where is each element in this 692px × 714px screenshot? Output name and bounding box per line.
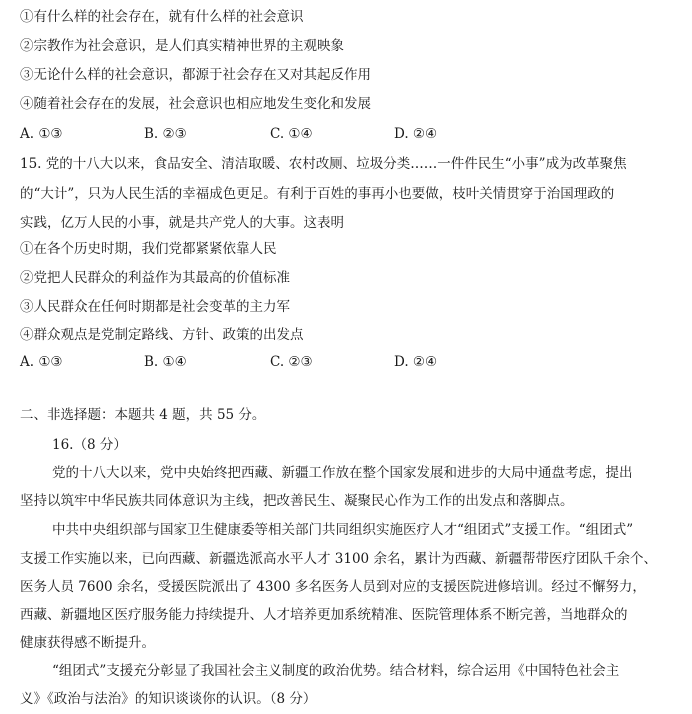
q16-para-line-3: 中共中央组织部与国家卫生健康委等相关部门共同组织实施医疗人才“组团式”支援工作。“组团式” [52,522,634,538]
q15-stem-line-3: 实践，亿万人民的小事，就是共产党人的大事。这表明 [20,215,344,231]
q16-para-line-1: 党的十八大以来，党中央始终把西藏、新疆工作放在整个国家发展和进步的大局中通盘考虑，提出 [52,465,633,481]
q14-item-4: ④随着社会存在的发展，社会意识也相应地发生变化和发展 [20,96,371,112]
q16-para-line-8: “组团式”支援充分彰显了我国社会主义制度的政治优势。结合材料，综合运用《中国特色社会主 [52,663,620,679]
q14-option-b[interactable]: B. ②③ [144,126,187,142]
q14-option-a[interactable]: A. ①③ [20,126,63,142]
q14-item-1: ①有什么样的社会存在，就有什么样的社会意识 [20,9,304,25]
q14-option-c[interactable]: C. ①④ [270,126,313,142]
q16-para-line-6: 西藏、新疆地区医疗服务能力持续提升、人才培养更加系统精准、医院管理体系不断完善，当地群众的 [20,607,628,623]
q16-para-line-4: 支援工作实施以来，已向西藏、新疆选派高水平人才 3100 余名，累计为西藏、新疆帮带医疗团队千余个、 [20,551,657,567]
q15-option-b[interactable]: B. ①④ [144,354,187,370]
q16-label: 16.（8 分） [52,437,127,453]
q15-option-a[interactable]: A. ①③ [20,354,63,370]
q15-item-2: ②党把人民群众的利益作为其最高的价值标准 [20,270,290,286]
q15-item-3: ③人民群众在任何时期都是社会变革的主力军 [20,299,290,315]
q15-option-d[interactable]: D. ②④ [394,354,438,370]
q15-stem-line-2: 的“大计”，只为人民生活的幸福成色更足。有利于百姓的事再小也要做，枝叶关情贯穿于治国理政的 [20,186,615,202]
q15-option-c[interactable]: C. ②③ [270,354,313,370]
q16-para-line-9: 义》《政治与法治》的知识谈谈你的认识。（8 分） [20,691,317,707]
q16-para-line-5: 医务人员 7600 余名，受援医院派出了 4300 多名医务人员到对应的支援医院进修培训。经过不懈努力， [20,579,646,595]
q15-item-1: ①在各个历史时期，我们党都紧紧依靠人民 [20,241,277,257]
q14-item-2: ②宗教作为社会意识，是人们真实精神世界的主观映象 [20,38,344,54]
q14-item-3: ③无论什么样的社会意识，都源于社会存在又对其起反作用 [20,67,371,83]
q16-para-line-2: 坚持以筑牢中华民族共同体意识为主线，把改善民生、凝聚民心作为工作的出发点和落脚点。 [20,493,574,509]
q16-para-line-7: 健康获得感不断提升。 [20,635,155,651]
q14-option-d[interactable]: D. ②④ [394,126,438,142]
q15-stem-line-1: 15. 党的十八大以来，食品安全、清洁取暖、农村改厕、垃圾分类……一件件民生“小事”成为改革聚焦 [20,156,627,172]
q15-item-4: ④群众观点是党制定路线、方针、政策的出发点 [20,327,304,343]
section-heading: 二、非选择题：本题共 4 题，共 55 分。 [20,407,266,423]
